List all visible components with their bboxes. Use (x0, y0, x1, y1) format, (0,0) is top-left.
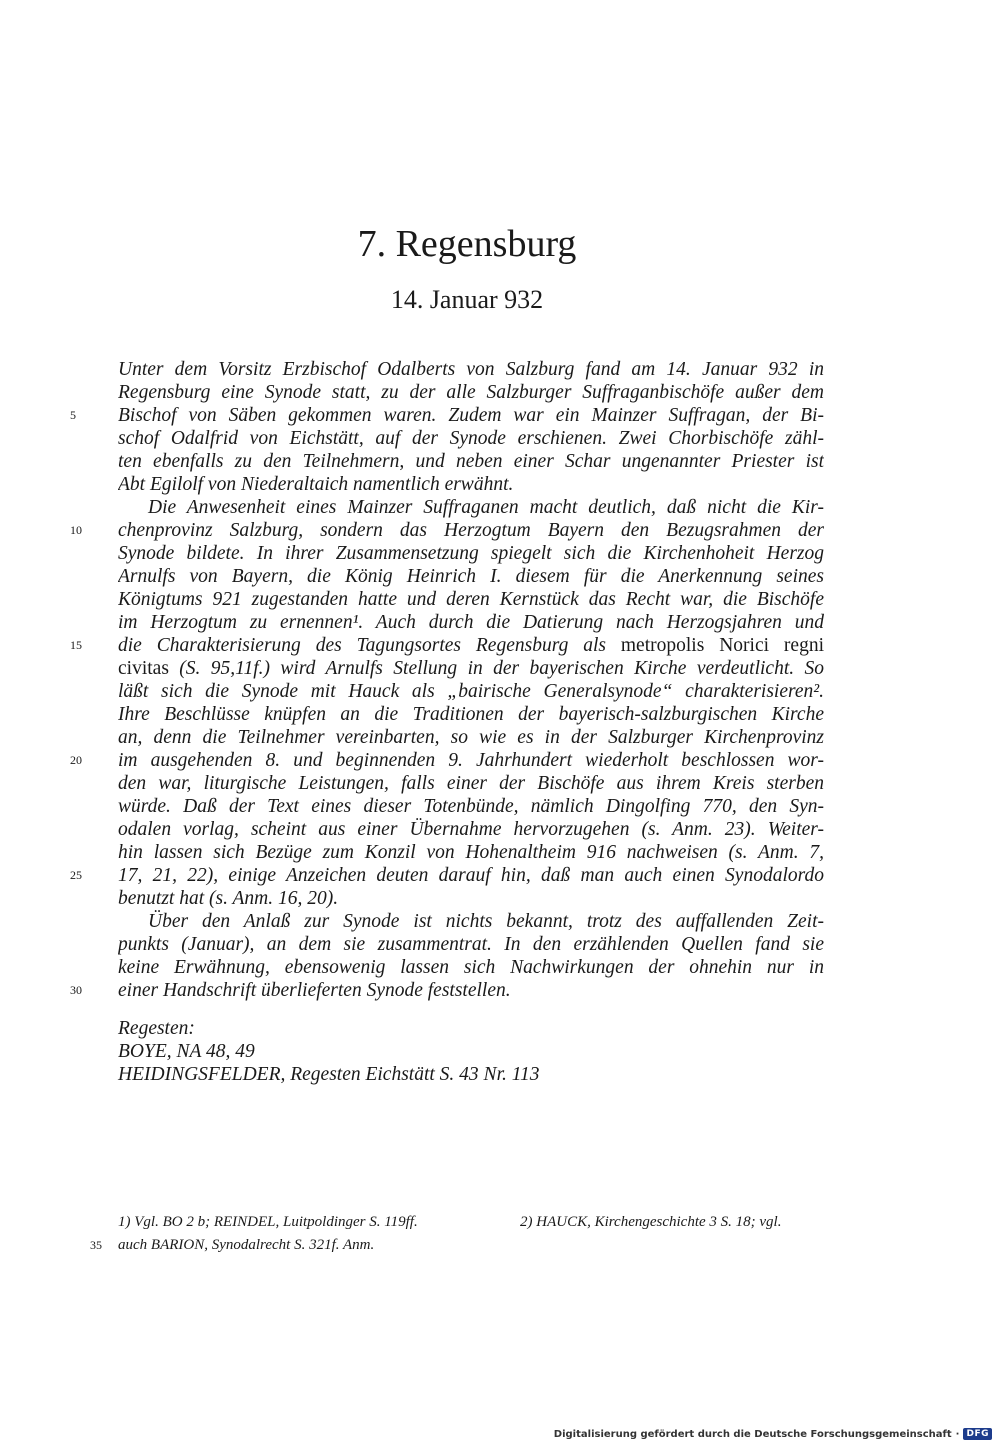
body-line: Abt Egilolf von Niederaltaich namentlich erwähnt. (118, 474, 514, 495)
body-line: an, denn die Teilnehmer vereinbarten, so wie es in der Salzburger Kirchenprovinz (118, 727, 824, 748)
regesten-entry: BOYE, NA 48, 49 (118, 1041, 255, 1062)
body-line: im Herzogtum zu ernennen¹. Auch durch die Datierung nach Herzogsjahren und (118, 612, 824, 633)
body-line: 17, 21, 22), einige Anzeichen deuten darauf hin, daß man auch einen Synodalordo (118, 865, 824, 886)
line-number: 15 (70, 638, 82, 652)
footnote-2: 2) HAUCK, Kirchengeschichte 3 S. 18; vgl. (520, 1214, 782, 1230)
body-line: Regensburg eine Synode statt, zu der alle Salzburger Suffraganbischöfe außer dem (118, 382, 824, 403)
footnote-2-continuation: auch BARION, Synodalrecht S. 321f. Anm. (118, 1237, 375, 1253)
body-line: Die Anwesenheit eines Mainzer Suffraganen macht deutlich, daß nicht die Kir- (148, 497, 824, 518)
body-line: läßt sich die Synode mit Hauck als „bairische Generalsynode“ charakterisieren². (118, 681, 824, 702)
line-number: 5 (70, 408, 76, 422)
body-line: Ihre Beschlüsse knüpfen an die Traditionen der bayerisch-salzburgischen Kirche (118, 704, 824, 725)
digitization-note-text: Digitalisierung gefördert durch die Deutsche Forschungsgemeinschaft (553, 1428, 952, 1440)
body-line: Bischof von Säben gekommen waren. Zudem war ein Mainzer Suffragan, der Bi- (118, 405, 824, 426)
body-line: den war, liturgische Leistungen, falls einer der Bischöfe aus ihrem Kreis sterben (118, 773, 824, 794)
body-line: chenprovinz Salzburg, sondern das Herzogtum Bayern den Bezugsrahmen der (118, 520, 824, 541)
body-line: odalen vorlag, scheint aus einer Übernahme hervorzugehen (s. Anm. 23). Weiter- (118, 819, 824, 840)
body-line: die Charakterisierung des Tagungsortes Regensburg als metropolis Norici regni (118, 635, 824, 656)
line-number: 25 (70, 868, 82, 882)
body-line: Unter dem Vorsitz Erzbischof Odalberts von Salzburg fand am 14. Januar 932 in (118, 359, 824, 380)
body-line: Über den Anlaß zur Synode ist nichts bekannt, trotz des auffallenden Zeit- (148, 911, 824, 932)
footnote-line-number: 35 (90, 1238, 102, 1252)
body-line: im ausgehenden 8. und beginnenden 9. Jahrhundert wiederholt beschlossen wor- (118, 750, 824, 771)
line-number: 10 (70, 523, 82, 537)
body-line: Königtums 921 zugestanden hatte und deren Kernstück das Recht war, die Bischöfe (118, 589, 824, 610)
body-line: ten ebenfalls zu den Teilnehmern, und neben einer Schar ungenannter Priester ist (118, 451, 824, 472)
digitization-note: Digitalisierung gefördert durch die Deutsche Forschungsgemeinschaft · DFG (554, 1428, 992, 1440)
body-line: keine Erwähnung, ebensowenig lassen sich Nachwirkungen der ohnehin nur in (118, 957, 824, 978)
body-line: civitas (S. 95,11f.) wird Arnulfs Stellung in der bayerischen Kirche verdeutlicht. So (118, 658, 824, 679)
body-line: Synode bildete. In ihrer Zusammensetzung spiegelt sich die Kirchenhoheit Herzog (118, 543, 824, 564)
line-number: 30 (70, 983, 82, 997)
line-number: 20 (70, 753, 82, 767)
footnote-1: 1) Vgl. BO 2 b; REINDEL, Luitpoldinger S. 119ff. (118, 1214, 418, 1230)
chapter-title: 7. Regensburg (357, 223, 577, 265)
body-line: benutzt hat (s. Anm. 16, 20). (118, 888, 339, 909)
body-line: würde. Daß der Text eines dieser Totenbünde, nämlich Dingolfing 770, den Syn- (118, 796, 824, 817)
chapter-date: 14. Januar 932 (390, 285, 544, 314)
body-line: einer Handschrift überlieferten Synode feststellen. (118, 980, 511, 1001)
body-line: hin lassen sich Bezüge zum Konzil von Hohenaltheim 916 nachweisen (s. Anm. 7, (118, 842, 824, 863)
body-line: schof Odalfrid von Eichstätt, auf der Synode erschienen. Zwei Chorbischöfe zähl- (118, 428, 824, 449)
regesten-heading: Regesten: (118, 1018, 195, 1039)
dfg-logo-icon: DFG (963, 1428, 992, 1440)
body-line: punkts (Januar), an dem sie zusammentrat. In den erzählenden Quellen fand sie (118, 934, 824, 955)
body-line: Arnulfs von Bayern, die König Heinrich I. diesem für die Anerkennung seines (118, 566, 824, 587)
regesten-entry: HEIDINGSFELDER, Regesten Eichstätt S. 43 Nr. 113 (118, 1064, 540, 1085)
